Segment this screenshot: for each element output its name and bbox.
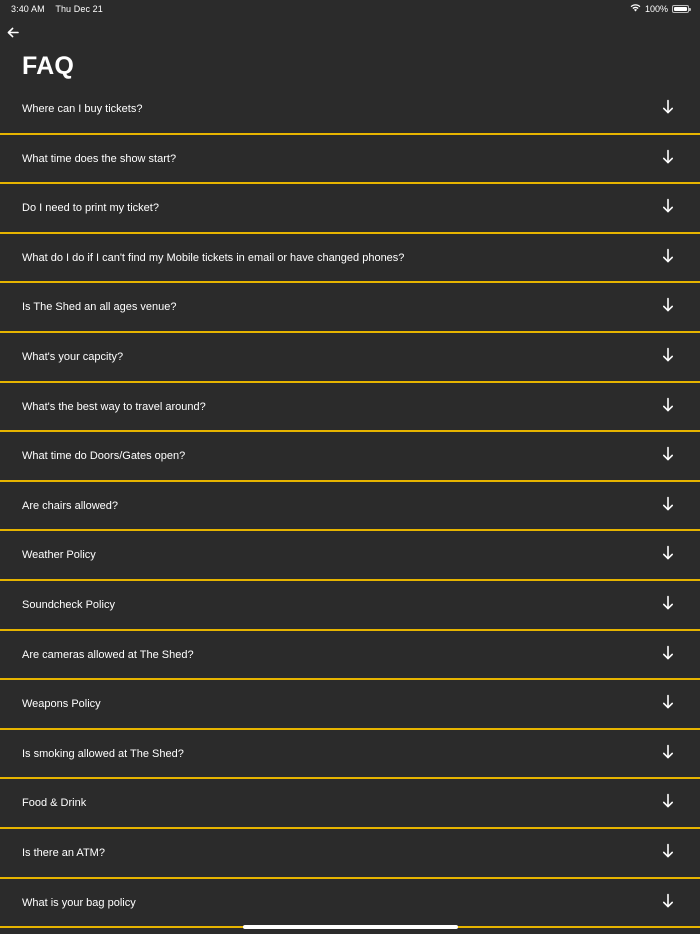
arrow-down-icon[interactable] xyxy=(661,347,675,363)
arrow-down-icon[interactable] xyxy=(661,843,675,859)
arrow-down-icon[interactable] xyxy=(661,793,675,809)
arrow-down-icon[interactable] xyxy=(661,446,675,462)
faq-item[interactable] xyxy=(0,85,700,135)
faq-question: What's your capcity? xyxy=(22,350,124,363)
faq-item[interactable] xyxy=(0,184,700,234)
faq-item[interactable] xyxy=(0,135,700,185)
faq-item[interactable] xyxy=(0,432,700,482)
faq-question: What do I do if I can't find my Mobile tickets in email or have changed phones? xyxy=(22,251,405,264)
faq-item[interactable] xyxy=(0,680,700,730)
arrow-down-icon[interactable] xyxy=(661,248,675,264)
status-indicators xyxy=(630,3,689,14)
faq-question: Soundcheck Policy xyxy=(22,598,115,611)
faq-question: Food & Drink xyxy=(22,797,87,810)
arrow-down-icon[interactable] xyxy=(661,297,675,313)
faq-question: What time does the show start? xyxy=(22,152,177,165)
arrow-down-icon[interactable] xyxy=(661,744,675,760)
status-time: 3:40 AM xyxy=(11,4,45,14)
status-time-date xyxy=(11,4,103,14)
faq-question: Is there an ATM? xyxy=(22,846,105,859)
faq-question: What's the best way to travel around? xyxy=(22,400,206,413)
faq-question: Is The Shed an all ages venue? xyxy=(22,301,177,314)
faq-item[interactable] xyxy=(0,730,700,780)
faq-item[interactable] xyxy=(0,879,700,929)
arrow-down-icon[interactable] xyxy=(661,595,675,611)
wifi-icon xyxy=(630,3,641,14)
back-button[interactable] xyxy=(4,24,22,44)
faq-item[interactable] xyxy=(0,482,700,532)
battery-percent: 100% xyxy=(644,3,668,14)
faq-question: Are cameras allowed at The Shed? xyxy=(22,648,194,661)
arrow-down-icon[interactable] xyxy=(661,397,675,413)
arrow-down-icon[interactable] xyxy=(661,496,675,512)
home-indicator[interactable] xyxy=(243,925,458,929)
faq-item[interactable] xyxy=(0,581,700,631)
faq-item[interactable] xyxy=(0,283,700,333)
arrow-down-icon[interactable] xyxy=(661,99,675,115)
faq-item[interactable] xyxy=(0,333,700,383)
faq-question: Is smoking allowed at The Shed? xyxy=(22,747,184,760)
faq-question: What is your bag policy xyxy=(22,896,136,909)
faq-question: Are chairs allowed? xyxy=(22,499,118,512)
arrow-down-icon[interactable] xyxy=(661,645,675,661)
arrow-down-icon[interactable] xyxy=(661,545,675,561)
faq-question: Where can I buy tickets? xyxy=(22,103,143,115)
faq-list xyxy=(0,85,700,928)
arrow-down-icon[interactable] xyxy=(661,149,675,165)
faq-item[interactable] xyxy=(0,234,700,284)
faq-question: Do I need to print my ticket? xyxy=(22,202,159,215)
arrow-down-icon[interactable] xyxy=(661,694,675,710)
faq-question: Weapons Policy xyxy=(22,698,101,711)
arrow-down-icon[interactable] xyxy=(661,198,675,214)
page-title: FAQ xyxy=(22,52,74,80)
faq-item[interactable] xyxy=(0,779,700,829)
faq-question: Weather Policy xyxy=(22,549,96,562)
status-date: Thu Dec 21 xyxy=(55,4,103,14)
faq-item[interactable] xyxy=(0,383,700,433)
faq-item[interactable] xyxy=(0,829,700,879)
arrow-down-icon[interactable] xyxy=(661,893,675,909)
faq-question: What time do Doors/Gates open? xyxy=(22,450,186,463)
status-bar xyxy=(0,0,700,18)
faq-item[interactable] xyxy=(0,531,700,581)
arrow-left-icon xyxy=(7,25,19,43)
battery-icon xyxy=(672,5,689,13)
faq-item[interactable] xyxy=(0,631,700,681)
